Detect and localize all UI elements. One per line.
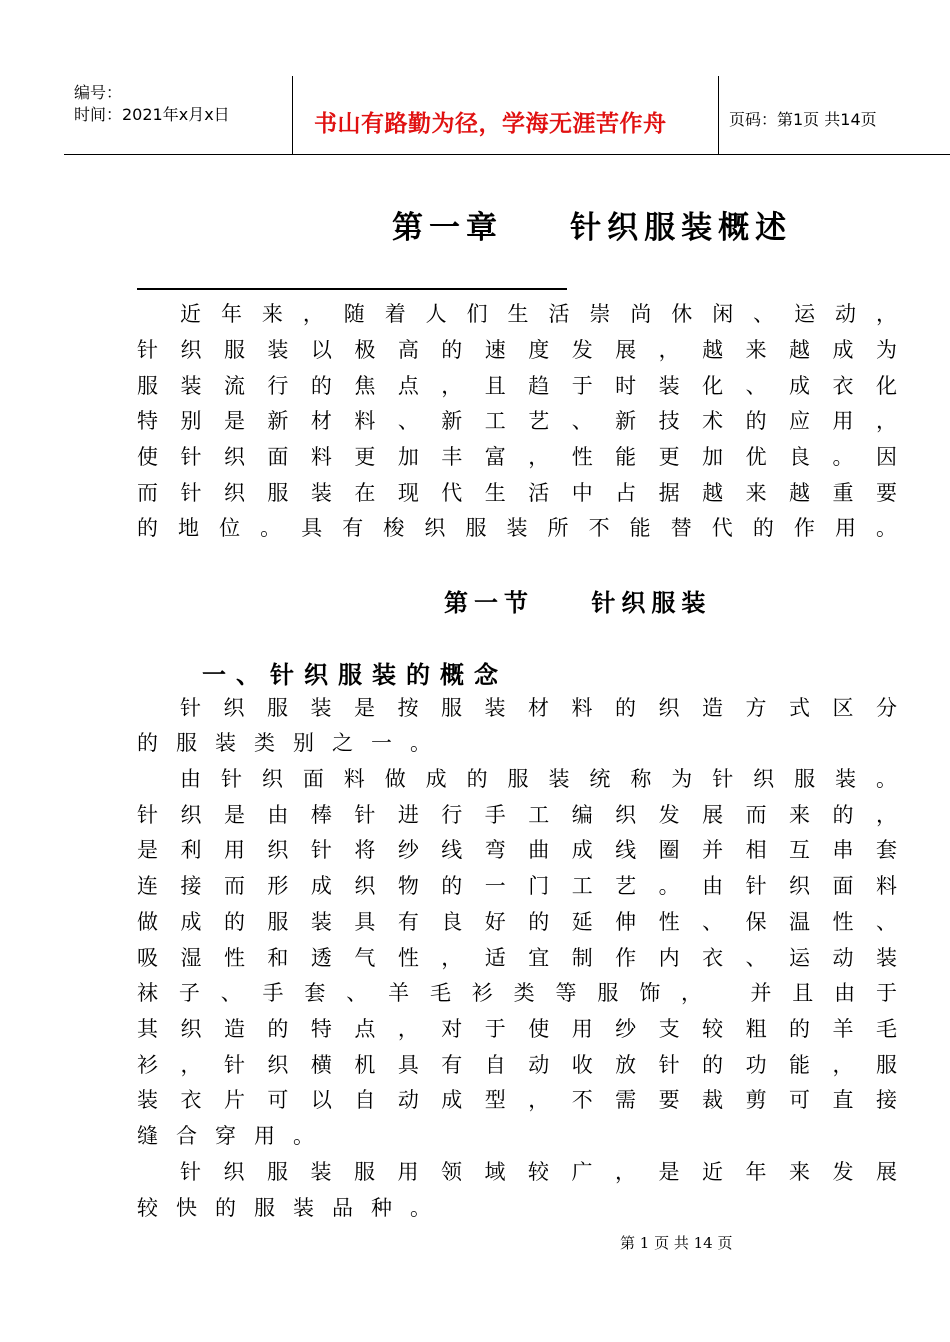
para2-line: 针织是由棒针进行手工编织发展而来的， [137,803,897,827]
para3-line: 针织服装服用领域较广，是近年来发展 [180,1160,897,1184]
section-title: 第一节 针织服装 [444,589,712,617]
time-label: 时间：2021年x月x日 [74,105,230,124]
intro-line: 特别是新材料、新工艺、新技术的应用， [137,409,897,433]
title-rule [137,288,567,290]
para2-line: 由针织面料做成的服装统称为针织服装。 [180,767,897,791]
intro-line: 使针织面料更加丰富，性能更加优良。因 [137,445,897,469]
para2-line: 缝合穿用。 [137,1124,332,1148]
para2-line: 连接而形成织物的一门工艺。由针织面料 [137,874,897,898]
subsection-title: 一、针织服装的概念 [202,661,508,689]
para2-line: 装衣片可以自动成型，不需要裁剪可直接 [137,1088,897,1112]
intro-line: 而针织服装在现代生活中占据越来越重要 [137,481,897,505]
page-footer: 第 1 页 共 14 页 [620,1234,733,1252]
para2-line: 衫，针织横机具有自动收放针的功能，服 [137,1053,897,1077]
chapter-title: 第一章 针织服装概述 [392,210,793,246]
intro-line: 服装流行的焦点，且趋于时装化、成衣化 [137,374,897,398]
header-divider [718,76,719,154]
para2-line: 其织造的特点，对于使用纱支较粗的羊毛 [137,1017,897,1041]
intro-line: 针织服装以极高的速度发展，越来越成为 [137,338,897,362]
para2-line: 吸湿性和透气性，适宜制作内衣、运动装 [137,946,897,970]
header-meta [74,82,230,126]
header-motto: 书山有路勤为径，学海无涯苦作舟 [314,111,667,137]
para2-line: 做成的服装具有良好的延伸性、保温性、 [137,910,897,934]
para1-line: 的服装类别之一。 [137,731,449,755]
number-label: 编号： [74,83,123,102]
para2-line: 袜子、手套、羊毛衫类等服饰， 并且由于 [137,981,897,1005]
para2-line: 是利用织针将纱线弯曲成线圈并相互串套 [137,838,897,862]
para3-line: 较快的服装品种。 [137,1196,449,1220]
page-header [64,76,950,155]
para1-line: 针织服装是按服装材料的织造方式区分 [180,696,897,720]
header-divider [292,76,293,154]
header-page-info: 页码：第1页 共14页 [729,110,877,129]
intro-line: 的地位。具有梭织服装所不能替代的作用。 [137,516,897,540]
intro-line: 近年来，随着人们生活崇尚休闲、运动， [180,302,897,326]
